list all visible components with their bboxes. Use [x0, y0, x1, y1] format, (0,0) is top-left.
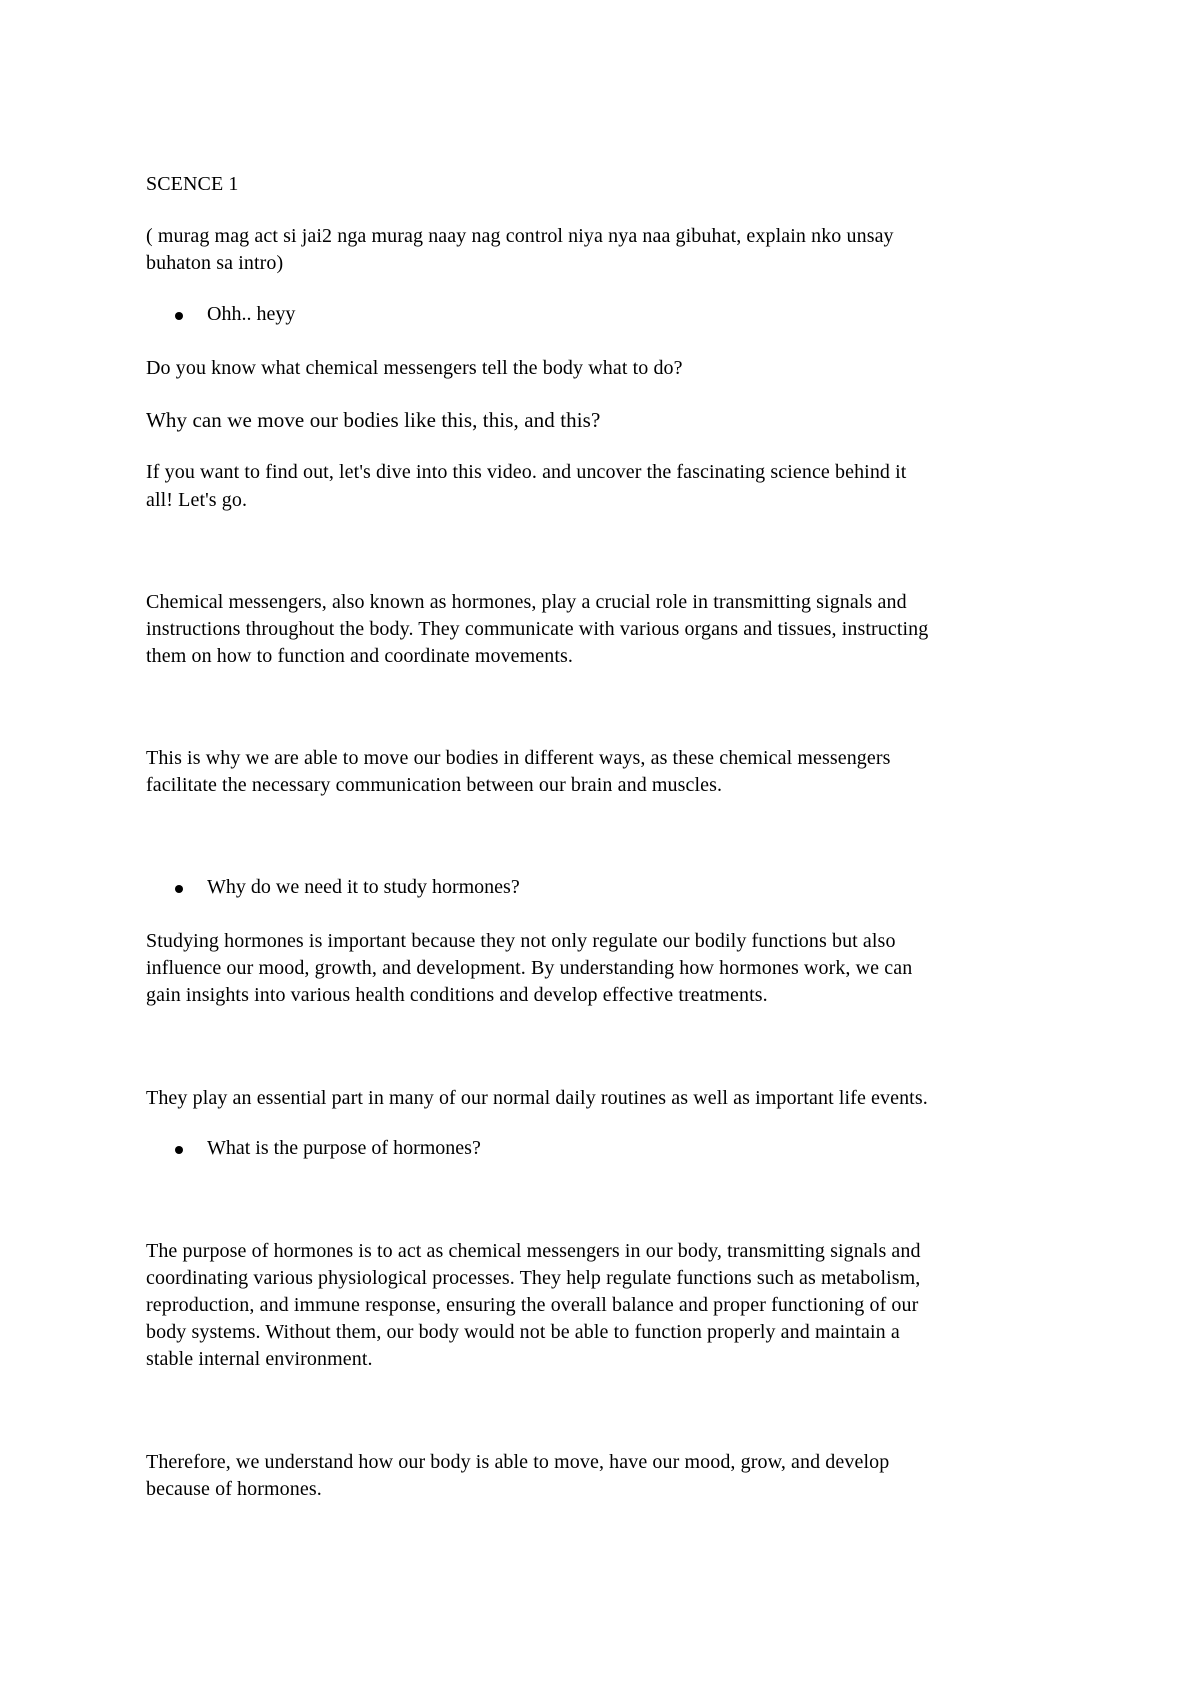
bullet-icon	[175, 312, 183, 320]
paragraph-studying-line-2: influence our mood, growth, and development. By understanding how hormones work, we can	[146, 957, 913, 979]
paragraph-studying-line-3: gain insights into various health conditions and develop effective treatments.	[146, 984, 768, 1006]
paragraph-purpose-line-1: The purpose of hormones is to act as chemical messengers in our body, transmitting signals and	[146, 1240, 921, 1262]
paragraph-daily-routines: They play an essential part in many of our normal daily routines as well as important life events.	[146, 1087, 928, 1109]
paragraph-purpose-line-3: reproduction, and immune response, ensuring the overall balance and proper functioning of our	[146, 1294, 919, 1316]
director-note-line-1: ( murag mag act si jai2 nga murag naay nag control niya nya naa gibuhat, explain nko unsay	[146, 225, 894, 247]
paragraph-hormones-line-3: them on how to function and coordinate movements.	[146, 645, 574, 667]
paragraph-movement-line-1: This is why we are able to move our bodies in different ways, as these chemical messengers	[146, 747, 891, 769]
question-chemical-messengers: Do you know what chemical messengers tell the body what to do?	[146, 357, 683, 379]
paragraph-studying-line-1: Studying hormones is important because they not only regulate our bodily functions but also	[146, 930, 896, 952]
bullet-greeting: Ohh.. heyy	[207, 303, 296, 325]
intro-line-1: If you want to find out, let's dive into this video. and uncover the fascinating science behind it	[146, 461, 907, 483]
scene-heading: SCENCE 1	[146, 173, 239, 195]
intro-line-2: all! Let's go.	[146, 489, 248, 511]
bullet-icon	[175, 1146, 183, 1154]
bullet-purpose: What is the purpose of hormones?	[207, 1137, 481, 1159]
director-note-line-2: buhaton sa intro)	[146, 252, 284, 274]
paragraph-conclusion-line-2: because of hormones.	[146, 1478, 322, 1500]
paragraph-purpose-line-4: body systems. Without them, our body would not be able to function properly and maintain a	[146, 1321, 900, 1343]
question-move-bodies: Why can we move our bodies like this, this, and this?	[146, 408, 601, 432]
paragraph-purpose-line-2: coordinating various physiological processes. They help regulate functions such as metabolism,	[146, 1267, 921, 1289]
bullet-icon	[175, 885, 183, 893]
paragraph-conclusion-line-1: Therefore, we understand how our body is able to move, have our mood, grow, and develop	[146, 1451, 890, 1473]
bullet-why-study: Why do we need it to study hormones?	[207, 876, 520, 898]
paragraph-hormones-line-2: instructions throughout the body. They communicate with various organs and tissues, instructing	[146, 618, 929, 640]
paragraph-hormones-line-1: Chemical messengers, also known as hormones, play a crucial role in transmitting signals and	[146, 591, 907, 613]
paragraph-purpose-line-5: stable internal environment.	[146, 1348, 373, 1370]
paragraph-movement-line-2: facilitate the necessary communication between our brain and muscles.	[146, 774, 723, 796]
